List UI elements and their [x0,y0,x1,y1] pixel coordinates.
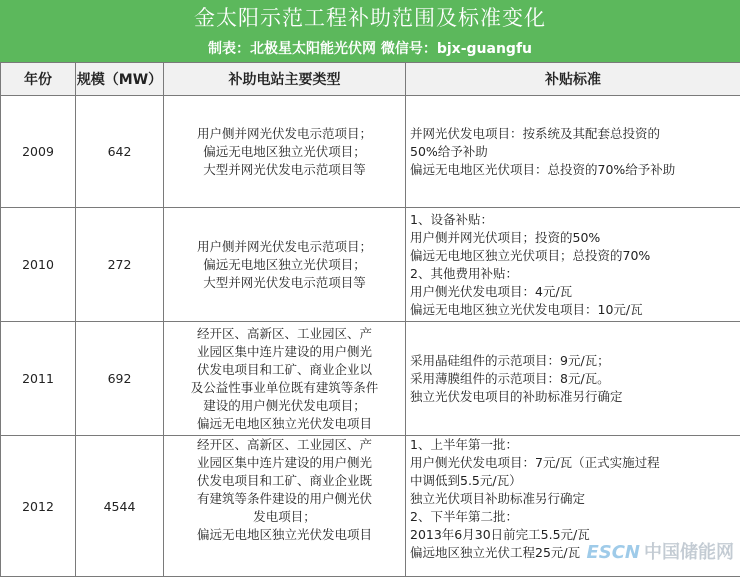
type-line: 用户侧并网光伏发电示范项目； [168,125,401,143]
cell-scale: 4544 [76,436,164,577]
cell-year: 2012 [1,436,76,577]
cell-year: 2010 [1,208,76,322]
standard-line: 偏远无电地区光伏项目：总投资的70%给予补助 [410,161,736,179]
type-line: 大型并网光伏发电示范项目等 [168,161,401,179]
type-line: 及公益性事业单位既有建筑等条件 [168,379,401,397]
type-line: 经开区、高新区、工业园区、产 [168,436,401,454]
header-subsidy-standard: 补贴标准 [406,63,740,96]
table-row [1,208,740,322]
cell-station-types [164,322,406,436]
standard-line: 用户侧并网光伏项目；投资的50% [410,229,736,247]
standard-line: 中调低到5.5元/瓦） [410,472,736,490]
standard-line: 并网光伏发电项目：按系统及其配套总投资的 [410,125,736,143]
standard-line: 1、设备补贴： [410,211,736,229]
type-line: 业园区集中连片建设的用户侧光 [168,343,401,361]
watermark-text: 中国储能网 [644,542,734,563]
standard-line: 偏远地区独立光伏工程25元/瓦 [410,544,736,562]
header-scale: 规模（MW） [76,63,164,96]
table-row [1,322,740,436]
standard-line: 50%给予补助 [410,143,736,161]
header-station-types: 补助电站主要类型 [164,63,406,96]
type-line: 用户侧并网光伏发电示范项目； [168,238,401,256]
standard-line: 用户侧光伏发电项目：4元/瓦 [410,283,736,301]
standard-line: 采用薄膜组件的示范项目：8元/瓦。 [410,370,736,388]
watermark-logo [586,538,734,564]
table-row [1,96,740,208]
type-line: 伏发电项目和工矿、商业企业既 [168,472,401,490]
cell-year: 2011 [1,322,76,436]
standard-line: 独立光伏项目补助标准另行确定 [410,490,736,508]
standard-line: 1、上半年第一批： [410,436,736,454]
standard-line: 偏远无电地区独立光伏项目；总投资的70% [410,247,736,265]
standard-line: 采用晶硅组件的示范项目：9元/瓦； [410,352,736,370]
standard-line: 用户侧光伏发电项目：7元/瓦（正式实施过程 [410,454,736,472]
cell-station-types [164,436,406,577]
type-line: 大型并网光伏发电示范项目等 [168,274,401,292]
standard-line: 2、其他费用补贴： [410,265,736,283]
cell-subsidy-standard [406,322,740,436]
type-line: 偏远无电地区独立光伏项目； [168,143,401,161]
page-subtitle: 制表：北极星太阳能光伏网 微信号：bjx-guangfu [0,36,740,62]
cell-scale: 272 [76,208,164,322]
cell-station-types [164,208,406,322]
type-line: 偏远无电地区独立光伏项目； [168,256,401,274]
table-header-row [1,63,740,96]
subsidy-table [0,62,740,577]
type-line: 偏远无电地区独立光伏发电项目 [168,526,401,544]
header-year: 年份 [1,63,76,96]
cell-station-types [164,96,406,208]
standard-line: 2、下半年第二批： [410,508,736,526]
type-line: 偏远无电地区独立光伏发电项目 [168,415,401,433]
cell-subsidy-standard [406,208,740,322]
watermark-prefix: ESCN [586,542,640,563]
cell-scale: 642 [76,96,164,208]
type-line: 有建筑等条件建设的用户侧光伏 [168,490,401,508]
type-line: 建设的用户侧光伏发电项目； [168,397,401,415]
standard-line: 偏远无电地区独立光伏发电项目：10元/瓦 [410,301,736,319]
standard-line: 2013年6月30日前完工5.5元/瓦 [410,526,736,544]
type-line: 经开区、高新区、工业园区、产 [168,325,401,343]
page-title: 金太阳示范工程补助范围及标准变化 [0,0,740,36]
cell-subsidy-standard [406,96,740,208]
type-line: 伏发电项目和工矿、商业企业以 [168,361,401,379]
cell-year: 2009 [1,96,76,208]
type-line: 发电项目； [168,508,401,526]
standard-line: 独立光伏发电项目的补助标准另行确定 [410,388,736,406]
cell-scale: 692 [76,322,164,436]
type-line: 业园区集中连片建设的用户侧光 [168,454,401,472]
